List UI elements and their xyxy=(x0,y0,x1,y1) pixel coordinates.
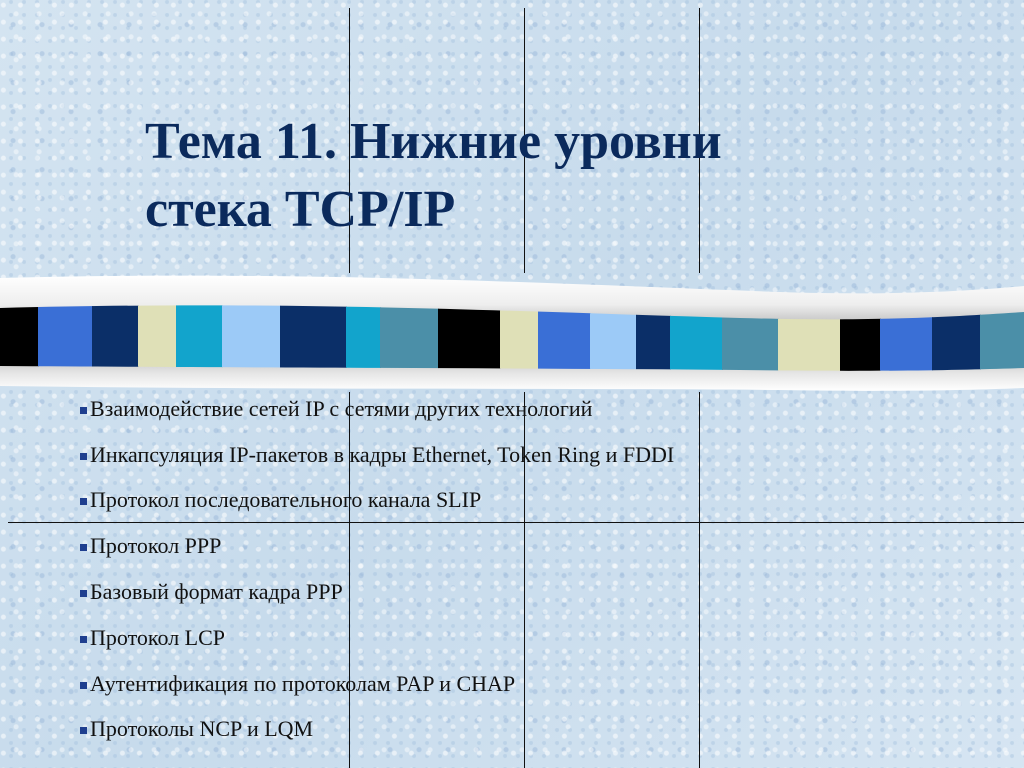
bullet-text: Протокол LCP xyxy=(90,624,226,650)
bullet-text: Протокол последовательного канала SLIP xyxy=(90,487,482,513)
square-bullet-icon xyxy=(80,682,87,689)
list-item xyxy=(80,661,1000,707)
square-bullet-icon xyxy=(80,453,87,460)
list-item xyxy=(80,386,1000,432)
list-item xyxy=(80,432,1000,478)
bullet-text: Аутентификация по протоколам PAP и CHAP xyxy=(90,670,516,696)
slide-title-line-1: Тема 11. Нижние уровни xyxy=(145,113,722,170)
list-item xyxy=(80,569,1000,615)
list-item xyxy=(80,523,1000,569)
bullet-text: Взаимодействие сетей IP с сетями других технологий xyxy=(90,395,593,421)
square-bullet-icon xyxy=(80,407,87,414)
square-bullet-icon xyxy=(80,636,87,643)
list-item xyxy=(80,478,1000,524)
bullet-text: Протокол PPP xyxy=(90,533,222,559)
bullet-text: Протоколы NCP и LQM xyxy=(90,716,314,742)
slide-title xyxy=(145,108,925,244)
square-bullet-icon xyxy=(80,727,87,734)
decorative-striped-band xyxy=(0,272,1024,392)
bullet-list xyxy=(80,386,1000,752)
list-item xyxy=(80,615,1000,661)
slide-title-line-2: стека TCP/IP xyxy=(145,181,456,238)
list-item xyxy=(80,707,1000,753)
bullet-text: Базовый формат кадра PPP xyxy=(90,579,343,605)
square-bullet-icon xyxy=(80,590,87,597)
square-bullet-icon xyxy=(80,498,87,505)
bullet-text: Инкапсуляция IP-пакетов в кадры Ethernet, Token Ring и FDDI xyxy=(90,441,675,467)
square-bullet-icon xyxy=(80,544,87,551)
